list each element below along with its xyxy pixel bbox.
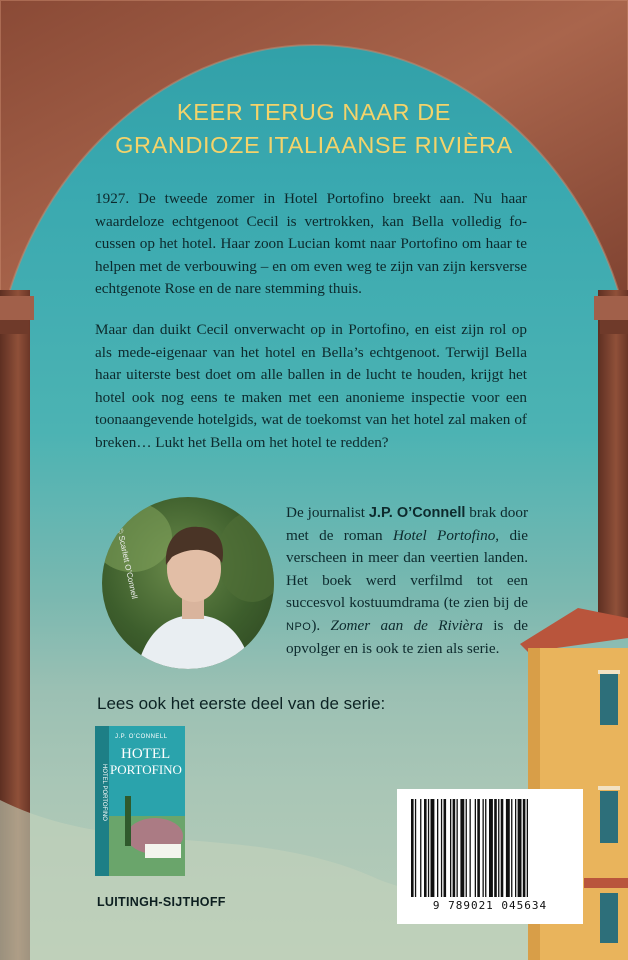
barcode-bar bbox=[485, 799, 486, 897]
headline-line-2: GRANDIOZE ITALIAANSE RIVIÈRA bbox=[115, 132, 513, 158]
bio-mid-2: , die verscheen in meer dan veertien landen. Het boek werd verfilmd tot een succesvol kostuumdrama (te zien bij de bbox=[286, 526, 528, 611]
barcode-bar bbox=[494, 799, 497, 897]
barcode-bar bbox=[444, 799, 447, 897]
book-title: Hotel Portofino bbox=[392, 526, 496, 544]
barcode-bar bbox=[477, 799, 480, 897]
bio-end: is de opvolger en is ook te zien als serie. bbox=[286, 616, 529, 657]
barcode-bar bbox=[428, 799, 429, 897]
bio-prefix: De journalist bbox=[286, 504, 369, 521]
lees-ook-label: Lees ook het eerste deel van de serie: bbox=[97, 694, 386, 713]
barcode-bar bbox=[424, 799, 427, 897]
barcode-bar bbox=[420, 799, 421, 897]
author-name: J.P. O’Connell bbox=[368, 505, 466, 521]
barcode-bar bbox=[415, 799, 416, 897]
bio-mid-3: ). bbox=[311, 616, 331, 634]
author-photo bbox=[102, 497, 274, 669]
barcode-bar bbox=[441, 799, 442, 897]
photo-credit: © Scarlett O’Connell bbox=[115, 526, 140, 600]
barcode-bar bbox=[437, 799, 438, 897]
barcode-bar bbox=[466, 799, 467, 897]
barcode-bar bbox=[483, 799, 484, 897]
barcode-bar bbox=[457, 799, 458, 897]
barcode-bar bbox=[523, 799, 526, 897]
bio-mid-1: brak door met de roman bbox=[286, 504, 528, 544]
barcode-bar bbox=[411, 799, 414, 897]
headline-line-1: KEER TERUG NAAR DE bbox=[176, 99, 452, 125]
publisher-logo: LUITINGH-SIJTHOFF bbox=[97, 895, 226, 909]
book-cover-spine: HOTEL PORTOFINO bbox=[101, 764, 107, 821]
barcode-bar bbox=[527, 799, 528, 897]
barcode-bars bbox=[397, 789, 583, 899]
book-cover-thumbnail[interactable] bbox=[95, 726, 185, 876]
barcode-bar bbox=[453, 799, 456, 897]
barcode-bar bbox=[450, 799, 451, 897]
sequel-title: Zomer aan de Rivièra bbox=[330, 616, 483, 634]
barcode-bar bbox=[460, 799, 464, 897]
headline bbox=[0, 96, 628, 162]
book-cover-title-2: PORTOFINO bbox=[110, 762, 182, 777]
barcode-bar bbox=[489, 799, 493, 897]
author-bio bbox=[286, 502, 528, 661]
barcode-bar bbox=[501, 799, 504, 897]
barcode-bar bbox=[518, 799, 522, 897]
barcode-bar bbox=[515, 799, 516, 897]
barcode-bar bbox=[431, 799, 435, 897]
barcode-number: 9 789021 045634 bbox=[432, 899, 548, 912]
broadcaster: NPO bbox=[286, 620, 312, 633]
barcode-bar bbox=[498, 799, 499, 897]
barcode-bar bbox=[511, 799, 512, 897]
blurb-paragraph-2: Maar dan duikt Cecil onverwacht op in Portofino, en eist zijn rol op als mede-eigenaar van het hotel en Bella’s echtgenoot. Terwijl Bella haar uiterste best doet om alle ballen in de lucht te houden, krijgt het hotel ook nog eens te maken met een anonieme inspectie voor een toonaangevende hotelgids, wat de toekomst van het hotel zal maken of breken… Lukt het Bella om het hotel te redden? bbox=[95, 321, 527, 451]
barcode-bar bbox=[506, 799, 510, 897]
book-cover-title-1: HOTEL bbox=[121, 746, 171, 762]
barcode-bar bbox=[470, 799, 471, 897]
barcode bbox=[397, 789, 583, 924]
blurb-paragraph-1: 1927. De tweede zomer in Hotel Portofino breekt aan. Nu haar waardeloze echtgenoot Cecil is vertrokken, kan Bella volledig focussen op het hotel. Haar zoon Lucian komt naar Portofino om haar te helpen met de verbouwing – en om even weg te zijn van zijn kersverse echtgenote Rose en de nare stemming thuis. bbox=[95, 190, 527, 297]
barcode-bar bbox=[475, 799, 476, 897]
book-cover-author: J.P. O’CONNELL bbox=[115, 734, 168, 740]
